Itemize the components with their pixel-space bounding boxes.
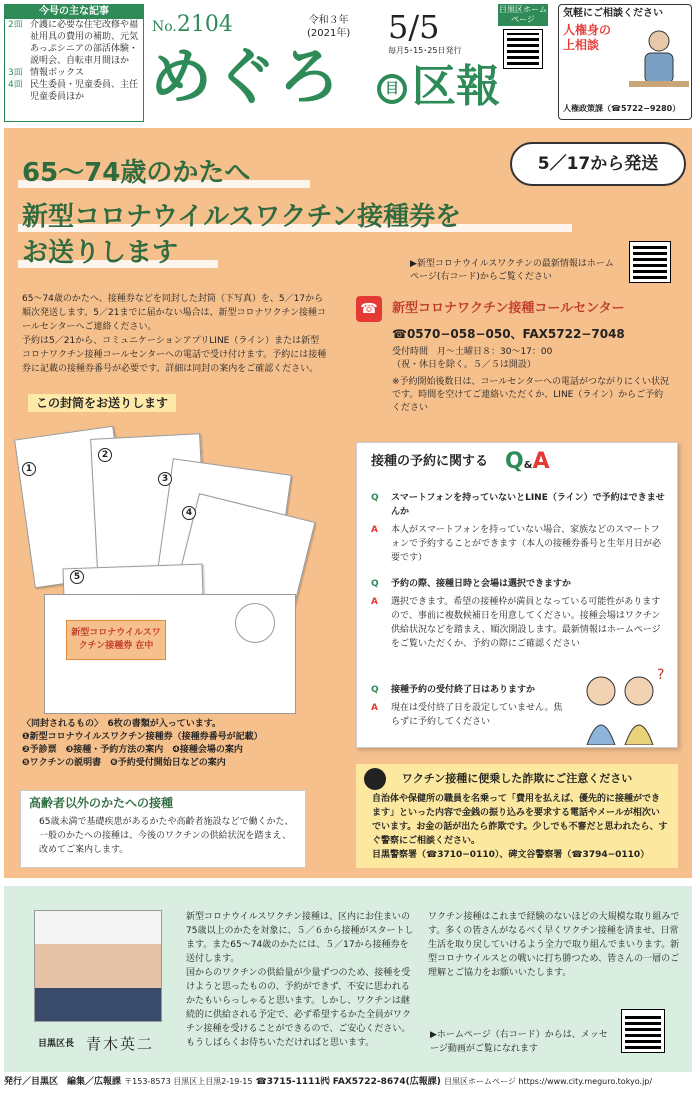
era: 令和３年 <box>308 15 349 26</box>
masthead-logo: めぐろ <box>150 40 343 113</box>
doc-number: 1 <box>22 462 36 476</box>
callcenter-note: ※予約開始後数日は、コールセンターへの電話がつながりにくい状況です。時間を空けてご連絡いただくか、LINE（ライン）からご予約ください <box>392 377 670 413</box>
a-text: 本人がスマートフォンを持っていない場合、家族などのスマートフォンで予約することができます（本人の接種券番号と生年月日が必要です） <box>391 525 662 563</box>
mayor-label: 目黒区長 <box>38 1039 75 1049</box>
toc-page: 4面 <box>8 80 23 90</box>
issue-date: 5/5 <box>388 8 440 46</box>
q-text: 予約の際、接種日時と会場は選択できますか <box>391 579 572 589</box>
toc-row <box>5 79 143 103</box>
mayor-message-1: 新型コロナウイルスワクチン接種は、区内にお住まいの75歳以上のかたを対象に、５／６から接種がスタートします。また65〜74歳のかたには、５／17から接種券を送付します。 国からのワクチンの供給量が少量ずつのため、接種を受けようと思ったものの、予約ができず、不安に思われるかたもいらっしゃると思います。しかし、ワクチンは継続的に供給される予定で、必ず希望するかた全員がワクチン接種を受けることができるので、ご安心ください。もうしばらくお待ちいただければと思います。 <box>186 912 414 1048</box>
consult-title: 気軽にご相談ください <box>563 8 663 19</box>
qa-answer <box>371 595 667 651</box>
q-text: スマートフォンを持っていないとLINE（ライン）で予約はできませんか <box>391 493 665 517</box>
toc-row <box>5 67 143 79</box>
toc-title: 今号の主な記事 <box>5 5 143 19</box>
qr-code-icon[interactable] <box>622 1010 664 1052</box>
qa-answer <box>371 701 571 729</box>
elderly-couple-illustration-icon <box>569 665 669 745</box>
callcenter-hours <box>392 346 552 372</box>
qa-box <box>356 442 678 748</box>
senior-body: 65歳未満で基礎疾患があるかたや高齢者施設などで働くかた、一般のかたへの接種は、今後のワクチンの供給状況を踏まえ、改めてご案内します。 <box>39 817 294 856</box>
mayor-photo <box>34 910 162 1022</box>
qa-mark: Q&A <box>505 449 550 474</box>
enclosed-item: ❷予診票 ❸接種・予約方法の案内 ❹接種会場の案内 <box>22 745 243 755</box>
a-text: 選択できます。希望の接種枠が満員となっている可能性がありますので、事前に複数候補日を用意してください。接種会場はワクチン供給状況などを踏まえ、順次開設します。最新情報はホームページをご覧いただくか、予約の際にご確認ください <box>391 597 661 649</box>
issue-value: 2104 <box>176 12 233 37</box>
qa-question <box>371 577 667 591</box>
fraud-warning-box <box>356 764 678 868</box>
ward-seal-icon: 目 <box>377 74 407 104</box>
qa-question <box>371 491 667 519</box>
q-text: 接種予約の受付終了日はありますか <box>391 685 536 695</box>
postmark-icon <box>235 603 275 643</box>
consult-illustration-icon <box>629 25 689 97</box>
enclosed-item: ❺ワクチンの説明書 ❻予約受付開始日などの案内 <box>22 758 226 768</box>
footer-publisher: 発行／目黒区 編集／広報課 <box>4 1077 122 1087</box>
callcenter-title: 新型コロナワクチン接種コールセンター <box>392 301 625 316</box>
doc-number: 5 <box>70 570 84 584</box>
issue-number <box>152 10 233 40</box>
doc-number: 4 <box>182 506 196 520</box>
toc-text: 介護に必要な住宅改修や福祉用具の費用の補助、元気あっぷシニアの部活体験・説明会、自転車月間ほか <box>30 20 139 66</box>
qr-code-icon[interactable] <box>504 30 542 68</box>
consult-topic: 人権身の上相談 <box>563 22 612 52</box>
hp-label: 目黒区ホームページ <box>499 5 547 24</box>
toc-page: 2面 <box>8 20 23 30</box>
frequency: 毎月5･15･25日発行 <box>388 46 462 55</box>
mayor-signature: 青木英二 <box>86 1035 155 1053</box>
enclosed-item: ❶新型コロナウイルスワクチン接種券（接種券番号が記載） <box>22 732 263 742</box>
envelope-label: この封筒をお送りします <box>28 394 176 412</box>
envelope-tag: 新型コロナウイルスワクチン接種券 在中 <box>66 620 166 660</box>
warning-text: 自治体や保健所の職員を名乗って「費用を払えば、優先的に接種ができます」といった内容で金銭の振り込みを要求する電話やメールが相次いでいます。お金の話が出たら詐欺です。少しでも不審だと思われたら、すぐ警察にご相談ください。 <box>372 794 668 846</box>
consult-footer: 人権政策課（☎5722−9280） <box>563 104 681 114</box>
senior-title: 高齢者以外のかたへの接種 <box>29 796 174 810</box>
a-mark: A <box>371 703 378 713</box>
qa-question <box>371 683 571 697</box>
enclosed-list <box>22 718 322 770</box>
callcenter-tel[interactable]: ☎0570−058−050、FAX5722−7048 <box>392 327 625 341</box>
send-date-bubble: 5／17から発送 <box>510 142 686 186</box>
a-mark: A <box>371 597 378 607</box>
doc-number: 2 <box>98 448 112 462</box>
phone-icon: ☎ <box>356 296 382 322</box>
era-block <box>307 14 350 40</box>
mayor-message-2: ワクチン接種はこれまで経験のないほどの大規模な取り組みです。多くの皆さんがなるべく早くワクチン接種を済ませ、日常生活を取り戻していけるよう全力で取り組んでまいります。新型コロナウイルスとの戦いに打ち勝つため、皆さんの一層のご理解とご協力をお願いいたします。 <box>428 912 680 978</box>
q-mark: Q <box>371 579 379 589</box>
latest-info-link[interactable]: ▶新型コロナウイルスワクチンの最新情報はホームページ(右コード)からご覧ください <box>410 259 614 282</box>
headline-target: 65〜74歳のかたへ <box>22 158 251 188</box>
hours-line: 受付時間 月〜土曜日８：30〜17：00 <box>392 347 553 357</box>
hours-line: （祝・休日を除く。５／５は開設） <box>392 360 536 370</box>
footer-address: 〒153-8573 目黒区上目黒2-19-15 <box>124 1077 253 1086</box>
a-text: 現在は受付終了日を設定していません。焦らずに予約してください <box>391 703 563 727</box>
toc-box <box>4 4 144 122</box>
q-mark: Q <box>371 493 379 503</box>
toc-text: 民生委員・児童委員、主任児童委員ほか <box>30 80 139 102</box>
senior-notice-box <box>20 790 306 868</box>
footer-fax: FAX5722-8674(広報課) <box>332 1077 441 1087</box>
toc-text: 情報ボックス <box>30 68 84 78</box>
footer <box>4 1076 692 1088</box>
consult-box <box>558 4 692 120</box>
kuho-logo: 区報 <box>412 61 500 112</box>
qa-answer <box>371 523 667 565</box>
toc-page: 3面 <box>8 68 23 78</box>
year: (2021年) <box>307 28 351 39</box>
headline-send: お送りします <box>22 238 179 268</box>
qa-heading: 接種の予約に関する <box>371 454 489 469</box>
footer-tel: ☎3715-1111㈹ <box>255 1077 330 1087</box>
footer-hp[interactable]: 目黒区ホームページ https://www.city.meguro.tokyo.jp/ <box>444 1077 653 1086</box>
svg-text:?: ? <box>657 667 665 683</box>
warning-police: 目黒警察署（☎3710−0110）、碑文谷警察署（☎3794−0110） <box>372 850 650 860</box>
doc-number: 3 <box>158 472 172 486</box>
mayor-video-link[interactable]: ▶ホームページ（右コード）からは、メッセージ動画がご覧になれます <box>430 1030 608 1054</box>
q-mark: Q <box>371 685 379 695</box>
enclosed-title: 〈同封されるもの〉 6枚の書類が入っています。 <box>22 719 222 729</box>
warning-body <box>372 792 668 862</box>
intro-text: 65〜74歳のかたへ、接種券などを同封した封筒（下写真）を、5／17から順次発送します。5／21までに届かない場合は、新型コロナワクチン接種コールセンターへご連絡ください。 予約は5／21から、コミュニケーションアプリLINE（ライン）または新型コロナワクチン接種コールセンターへの電話で受け付けます。予約には接種券に記載の接種券番号が必要です。詳細は同封の案内をご確認ください。 <box>22 294 327 374</box>
qr-code-icon[interactable] <box>630 242 670 282</box>
toc-row <box>5 19 143 67</box>
issue-label: No. <box>152 19 177 35</box>
headline-main: 新型コロナウイルスワクチン接種券を <box>22 202 462 232</box>
a-mark: A <box>371 525 378 535</box>
warning-title: ワクチン接種に便乗した詐欺にご注意ください <box>401 772 633 785</box>
